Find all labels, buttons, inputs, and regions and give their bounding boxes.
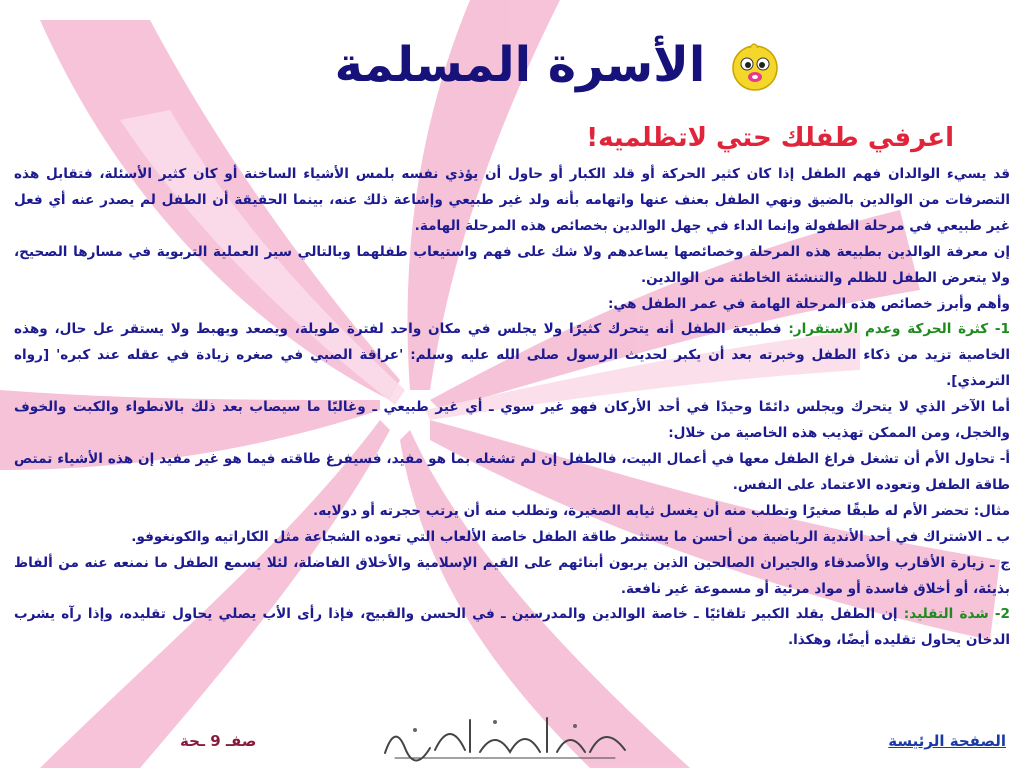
- paragraph-6: أ- تحاول الأم أن تشغل فراغ الطفل معها في أعمال البيت، فالطفل إن لم تشغله بما هو مفيد، فسيفرغ طاقته فيما هو غير مفيد إن هذه الأشياء تمتص طاقة الطفل وتعوده الاعتماد على النفس.: [14, 450, 1010, 493]
- paragraph-1: قد يسيء الوالدان فهم الطفل إذا كان كثير الحركة أو قلد الكبار أو حاول أن يؤذي نفسه بلمس الأشياء الساخنة أو كان كثير الأسئلة، فتقابل هذه التصرفات من الوالدين بالضيق ونهي الطفل بعنف عنها واتهامه بأنه ولد غير طبيعي وإشاعة ذلك عنه، بينما الحقيقة أن الطفل لم يصدر عنه أي فعل غير طبيعي في مرحلة الطفولة وإنما الداء في جهل الوالدين بخصائص هذه المرحلة الهامة.: [14, 166, 1010, 234]
- page-number: صفـ 9 ـحة: [180, 732, 257, 750]
- article-body: [14, 162, 1010, 654]
- paragraph-4: فطبيعة الطفل أنه يتحرك كثيرًا ولا يجلس في مكان واحد لفترة طويلة، ويصعد ويهبط ولا يستقر عل حال، وهذه الخاصية تزيد من ذكاء الطفل وخبرته بعد أن يكبر لحديث الرسول صلى الله عليه وسلم: 'عراقة الصبي في صغره زيادة في عقله عند كبره' [رواه الترمذي].: [14, 321, 1010, 390]
- heading-movement: 1- كثرة الحركة وعدم الاستقرار:: [788, 321, 1010, 338]
- paragraph-7: مثال: تحضر الأم له طبقًا صغيرًا وتطلب منه أن يغسل ثيابه الصغيرة، وتطلب منه أن يرتب حجرته أو دولابه.: [313, 502, 1010, 519]
- site-logo: [375, 708, 635, 768]
- paragraph-10: إن الطفل يقلد الكبير تلقائيًا ـ خاصة الوالدين والمدرسين ـ في الحسن والقبيح، فإذا رأى الأب يصلي يحاول تقليده، وإذا رآه يشرب الدخان يحاول تقليده أيضًا، وهكذا.: [14, 606, 1010, 649]
- paragraph-2: إن معرفة الوالدين بطبيعة هذه المرحلة وخصائصها يساعدهم ولا شك على فهم واستيعاب طفلهما وبالتالي سير العملية التربوية في مسارها الصحيح، ولا يتعرض الطفل للظلم والتنشئة الخاطئة من الوالدين.: [14, 243, 1010, 286]
- chick-face-icon: [728, 40, 782, 94]
- subtitle: اعرفي طفلك حتي لاتظلميه!: [586, 123, 954, 153]
- paragraph-3: وأهم وأبرز خصائص هذه المرحلة الهامة في عمر الطفل هي:: [607, 295, 1010, 312]
- heading-imitation: 2- شدة التقليد:: [903, 606, 1010, 623]
- paragraph-5: أما الآخر الذي لا يتحرك ويجلس دائمًا وحيدًا في أحد الأركان فهو غير سوي ـ أي غير طبيعي ـ وغالبًا ما سيصاب بعد ذلك بالانطواء والكبت والخوف والخجل، ومن الممكن تهذيب هذه الخاصية من خلال:: [14, 399, 1010, 442]
- paragraph-8: ب ـ الاشتراك في أحد الأندية الرياضية من أحسن ما يستثمر طاقة الطفل خاصة الألعاب التي تعوده الشجاعة مثل الكاراتيه والكونغوفو.: [131, 528, 1010, 545]
- page-title: الأسرة المسلمة: [334, 37, 706, 93]
- paragraph-9: ج ـ زيارة الأقارب والأصدقاء والجيران الصالحين الذين يربون أبنائهم على القيم الإسلامية والأخلاق الفاضلة، لئلا يسمع الطفل ما نمنعه عنه من ألفاظ بذيئة، أو أخلاق فاسدة أو مواد مرئية أو مسموعة غير نافعة.: [14, 554, 1010, 597]
- home-link[interactable]: الصفحة الرئيسة: [888, 732, 1006, 750]
